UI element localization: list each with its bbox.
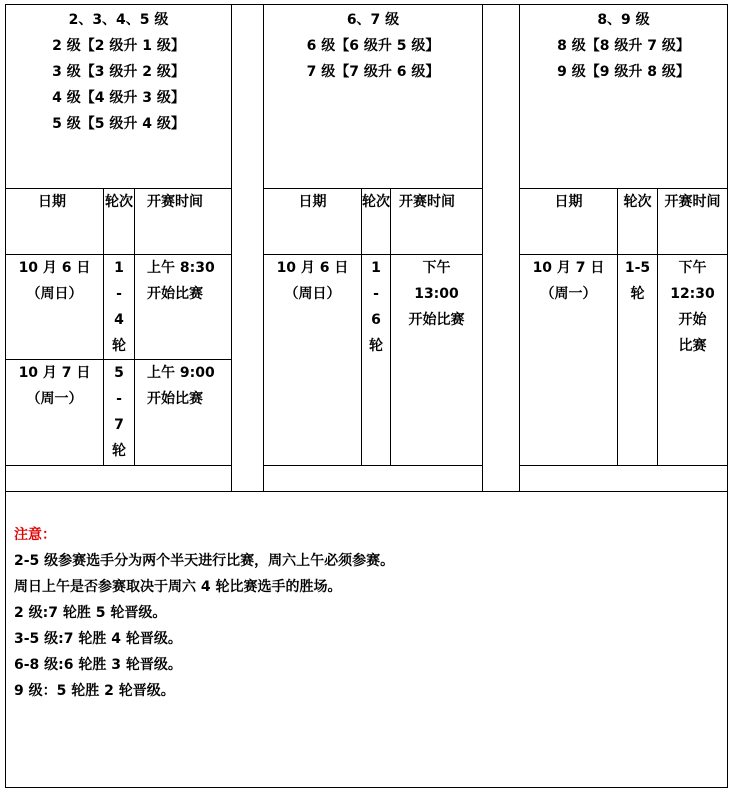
spacer-column [232,5,264,492]
group-title: 2、3、4、5 级 [68,12,169,28]
notes-cell [6,492,728,788]
group-title: 8、9 级 [597,12,650,28]
group-header-1 [6,5,232,189]
session-rounds: 1 - 4 轮 [104,255,135,360]
date-header: 日期 [6,189,104,255]
level-line: 9 级【9 级升 8 级】 [557,64,690,80]
blank-cell [520,466,728,492]
note-line: 3-5 级:7 轮胜 4 轮晋级。 [14,631,182,647]
notes-row [6,492,728,788]
spacer-column [483,5,520,492]
session-time: 下午 12:30 开始 比赛 [658,255,728,466]
schedule-table [5,4,728,788]
session-date: 10 月 6 日 （周日） [6,255,104,360]
session-time: 上午 9:00 开始比赛 [135,360,232,466]
note-line: 周日上午是否参赛取决于周六 4 轮比赛选手的胜场。 [14,579,342,595]
group-header-3 [520,5,728,189]
note-line: 9 级：5 轮胜 2 轮晋级。 [14,683,175,699]
level-line: 2 级【2 级升 1 级】 [52,38,185,54]
date-header: 日期 [264,189,362,255]
group-header-row [6,5,728,189]
level-line: 3 级【3 级升 2 级】 [52,64,185,80]
session-date: 10 月 7 日 （周一） [520,255,618,466]
session-date: 10 月 6 日 （周日） [264,255,362,466]
session-time: 上午 8:30 开始比赛 [135,255,232,360]
time-header: 开赛时间 [135,189,232,255]
session-time: 下午 13:00 开始比赛 [391,255,483,466]
group-header-2 [264,5,483,189]
session-rounds: 5 - 7 轮 [104,360,135,466]
time-header: 开赛时间 [391,189,483,255]
session-rounds: 1-5 轮 [618,255,658,466]
round-header: 轮次 [362,189,391,255]
level-line: 5 级【5 级升 4 级】 [52,116,185,132]
level-line: 6 级【6 级升 5 级】 [306,38,440,54]
note-line: 6-8 级:6 轮胜 3 轮晋级。 [14,657,182,673]
blank-row [6,466,728,492]
session-row [6,255,728,360]
level-line: 7 级【7 级升 6 级】 [306,64,440,80]
level-line: 4 级【4 级升 3 级】 [52,90,185,106]
session-rounds: 1 - 6 轮 [362,255,391,466]
time-header: 开赛时间 [658,189,728,255]
blank-cell [6,466,232,492]
date-header: 日期 [520,189,618,255]
blank-cell [264,466,483,492]
round-header: 轮次 [104,189,135,255]
group-title: 6、7 级 [346,12,400,28]
notes-title: 注意： [14,527,56,543]
round-header: 轮次 [618,189,658,255]
session-date: 10 月 7 日 （周一） [6,360,104,466]
column-header-row [6,189,728,255]
level-line: 8 级【8 级升 7 级】 [557,38,690,54]
note-line: 2 级:7 轮胜 5 轮晋级。 [14,605,167,621]
note-line: 2-5 级参赛选手分为两个半天进行比赛，周六上午必须参赛。 [14,553,395,569]
